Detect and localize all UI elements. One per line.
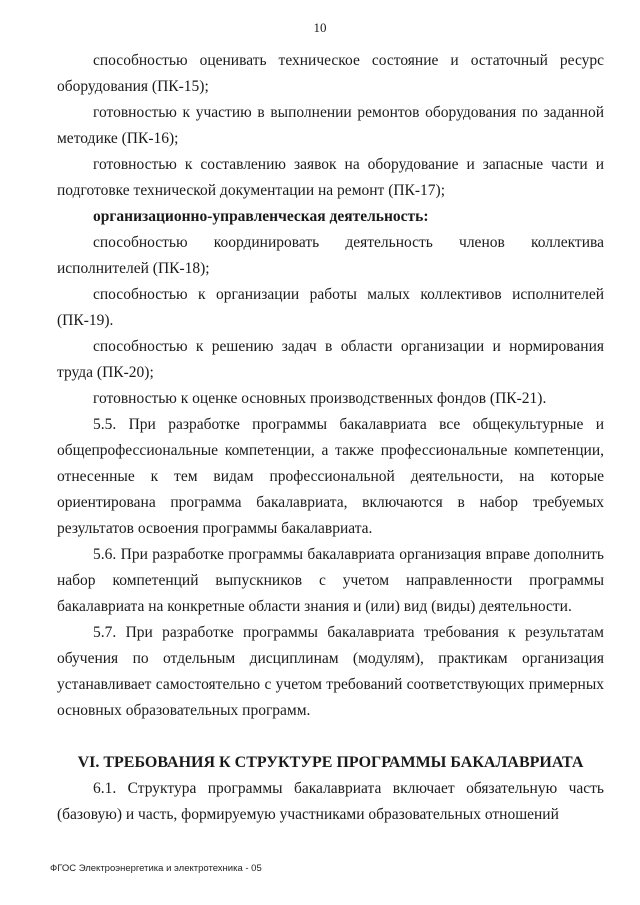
section-heading: VI. ТРЕБОВАНИЯ К СТРУКТУРЕ ПРОГРАММЫ БАКАЛАВРИАТА bbox=[77, 754, 584, 771]
subheading-org-management: организационно-управленческая деятельность: bbox=[93, 208, 429, 225]
paragraph-pk18: способностью координировать деятельность членов коллектива исполнителей (ПК-18); bbox=[57, 234, 604, 277]
paragraph-5-5: 5.5. При разработке программы бакалавриата все общекультурные и общепрофессиональные компетенции, а также профессиональные компетенции, отнесенные к тем видам профессиональной деятельности, на которые ориентирована программа бакалавриата, включаются в набор требуемых результатов освоения программы бакалавриата. bbox=[57, 416, 604, 537]
page-number: 10 bbox=[313, 20, 327, 35]
paragraph-pk17: готовностью к составлению заявок на оборудование и запасные части и подготовке технической документации на ремонт (ПК-17); bbox=[57, 156, 604, 199]
paragraph-5-7: 5.7. При разработке программы бакалавриата требования к результатам обучения по отдельным дисциплинам (модулям), практикам организация устанавливает самостоятельно с учетом требований соответствующих примерных основных образовательных программ. bbox=[57, 624, 604, 719]
footer-text: ФГОС Электроэнергетика и электротехника - 05 bbox=[50, 863, 262, 874]
paragraph-6-1: 6.1. Структура программы бакалавриата включает обязательную часть (базовую) и часть, формируемую участниками образовательных отношений bbox=[57, 780, 604, 823]
page-content bbox=[57, 48, 604, 828]
paragraph-pk20: способностью к решению задач в области организации и нормирования труда (ПК-20); bbox=[57, 338, 604, 381]
paragraph-pk21: готовностью к оценке основных производственных фондов (ПК-21). bbox=[93, 390, 547, 407]
paragraph-pk15: способностью оценивать техническое состояние и остаточный ресурс оборудования (ПК-15); bbox=[57, 52, 604, 95]
paragraph-pk19: способностью к организации работы малых коллективов исполнителей (ПК-19). bbox=[57, 286, 604, 329]
paragraph-pk16: готовностью к участию в выполнении ремонтов оборудования по заданной методике (ПК-16); bbox=[57, 104, 604, 147]
paragraph-5-6: 5.6. При разработке программы бакалавриата организация вправе дополнить набор компетенций выпускников с учетом направленности программы бакалавриата на конкретные области знания и (или) вид (виды) деятельности. bbox=[57, 546, 604, 615]
